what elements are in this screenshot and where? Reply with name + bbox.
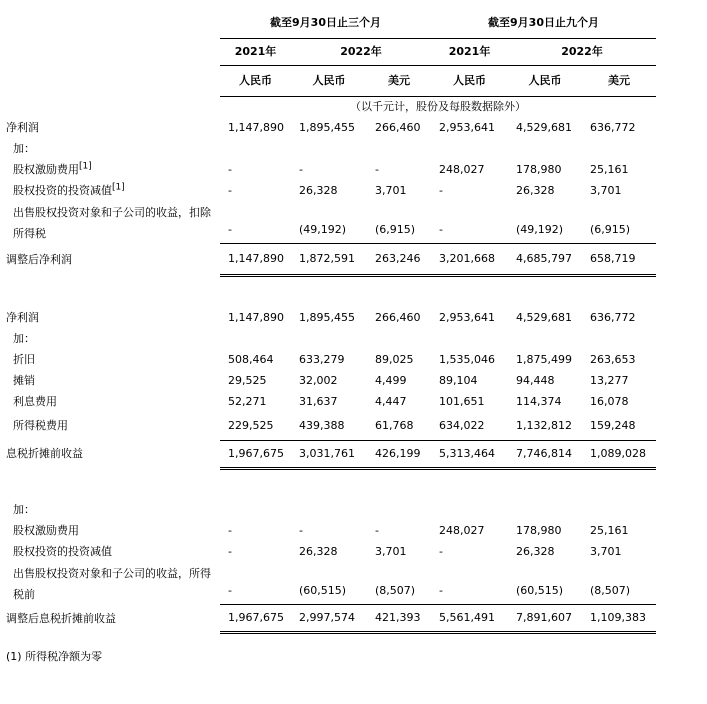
cell: 2,997,574	[291, 605, 367, 633]
row-label: 调整后净利润	[6, 252, 72, 266]
cell: 1,967,675	[220, 440, 291, 468]
cell: (6,915)	[582, 202, 656, 244]
table-row	[4, 349, 656, 370]
cell: 3,701	[375, 545, 407, 558]
cell: 229,525	[220, 412, 291, 440]
units-note: （以千元计，股份及每股数据除外）	[350, 100, 527, 114]
table-row	[4, 118, 656, 139]
cell: 4,499	[375, 373, 407, 387]
row-label: 利息费用	[13, 394, 57, 408]
table-row	[4, 370, 656, 391]
cell: 7,746,814	[508, 440, 582, 468]
cell: 61,768	[367, 412, 431, 440]
cell: 1,132,812	[508, 412, 582, 440]
cell: 5,561,491	[431, 605, 508, 633]
cell: -	[375, 524, 379, 537]
cell: 1,535,046	[439, 352, 495, 366]
cell: -	[375, 163, 379, 176]
cell: (60,515)	[291, 563, 367, 605]
cell: -	[228, 163, 232, 176]
cell: 3,701	[590, 545, 622, 558]
cell: 114,374	[516, 394, 562, 408]
cell: 636,772	[590, 310, 636, 324]
cell: -	[228, 524, 232, 537]
table-row	[4, 244, 656, 276]
header-year-2022: 2022年	[508, 39, 656, 66]
cell: -	[431, 202, 508, 244]
cell: 266,460	[375, 121, 421, 134]
table-row	[4, 521, 656, 542]
cell: 266,460	[375, 310, 421, 324]
table-row	[4, 160, 656, 181]
row-label: 加：	[13, 331, 35, 345]
cell: 1,872,591	[291, 244, 367, 276]
cell: 52,271	[228, 394, 267, 408]
cell: -	[431, 563, 508, 605]
cell: 1,109,383	[582, 605, 656, 633]
cell: 4,685,797	[508, 244, 582, 276]
cell: 5,313,464	[431, 440, 508, 468]
cell: (49,192)	[508, 202, 582, 244]
header-currency-usd: 美元	[582, 66, 656, 97]
table-row	[4, 563, 656, 605]
cell: 101,651	[439, 394, 485, 408]
cell: -	[439, 545, 443, 558]
cell: 25,161	[590, 524, 629, 537]
cell: -	[299, 163, 303, 176]
table-row	[4, 307, 656, 328]
cell: 26,328	[299, 545, 338, 558]
cell: 2,953,641	[439, 121, 495, 134]
cell: 248,027	[439, 163, 485, 176]
cell: 658,719	[582, 244, 656, 276]
cell: (60,515)	[508, 563, 582, 605]
cell: 1,967,675	[220, 605, 291, 633]
cell: 263,246	[367, 244, 431, 276]
row-label: 股权投资的投资减值	[13, 545, 112, 558]
cell: 3,701	[590, 184, 622, 197]
cell: 508,464	[228, 352, 274, 366]
cell: 421,393	[367, 605, 431, 633]
table-row	[4, 440, 656, 468]
table-row	[4, 542, 656, 563]
cell: 1,875,499	[516, 352, 572, 366]
row-label: 加：	[13, 142, 35, 155]
cell: -	[220, 202, 291, 244]
cell: 16,078	[590, 394, 629, 408]
cell: 32,002	[299, 373, 338, 387]
row-label: 股权激励费用	[13, 524, 79, 537]
cell: 29,525	[228, 373, 267, 387]
header-currency-rmb: 人民币	[431, 66, 508, 97]
cell: -	[228, 545, 232, 558]
reconciliation-table	[4, 8, 656, 634]
cell: 263,653	[590, 352, 636, 366]
cell: -	[228, 184, 232, 197]
cell: -	[220, 563, 291, 605]
cell: 1,147,890	[228, 121, 284, 134]
cell: (6,915)	[367, 202, 431, 244]
table-row	[4, 391, 656, 412]
cell: 25,161	[590, 163, 629, 176]
footnote: (1) 所得税净额为零	[6, 650, 103, 663]
row-label: 出售股权投资对象和子公司的收益，所得税前	[13, 566, 211, 601]
header-year-2022: 2022年	[291, 39, 431, 66]
cell: 89,025	[375, 352, 414, 366]
cell: 1,895,455	[299, 121, 355, 134]
cell: 26,328	[299, 184, 338, 197]
row-label: 摊销	[13, 373, 35, 387]
header-three-months: 截至9月30日止三个月	[220, 8, 431, 39]
cell: 633,279	[299, 352, 345, 366]
header-currency-rmb: 人民币	[508, 66, 582, 97]
header-currency-rmb: 人民币	[220, 66, 291, 97]
cell: 3,201,668	[431, 244, 508, 276]
row-label: 净利润	[6, 121, 39, 134]
header-year-2021: 2021年	[220, 39, 291, 66]
cell: 178,980	[516, 524, 562, 537]
cell: -	[299, 524, 303, 537]
cell: 26,328	[516, 545, 555, 558]
cell: 3,031,761	[291, 440, 367, 468]
row-label: 加：	[13, 503, 35, 516]
header-year-2021: 2021年	[431, 39, 508, 66]
cell: (49,192)	[291, 202, 367, 244]
cell: 248,027	[439, 524, 485, 537]
row-label: 净利润	[6, 310, 39, 324]
cell: 4,529,681	[516, 310, 572, 324]
cell: 4,529,681	[516, 121, 572, 134]
cell: (8,507)	[367, 563, 431, 605]
cell: 7,891,607	[508, 605, 582, 633]
table-row	[4, 181, 656, 202]
cell: 1,147,890	[228, 310, 284, 324]
cell: -	[439, 184, 443, 197]
table-row	[4, 412, 656, 440]
cell: 89,104	[439, 373, 478, 387]
cell: 636,772	[590, 121, 636, 134]
header-currency-usd: 美元	[367, 66, 431, 97]
row-label: 股权投资的投资减值[1]	[13, 182, 125, 197]
cell: 426,199	[367, 440, 431, 468]
cell: 159,248	[582, 412, 656, 440]
cell: 3,701	[375, 184, 407, 197]
cell: 94,448	[516, 373, 555, 387]
cell: 31,637	[299, 394, 338, 408]
cell: 13,277	[590, 373, 629, 387]
table-row	[4, 605, 656, 633]
cell: 2,953,641	[439, 310, 495, 324]
row-label: 出售股权投资对象和子公司的收益，扣除所得税	[13, 205, 211, 240]
cell: 4,447	[375, 394, 407, 408]
cell: 178,980	[516, 163, 562, 176]
cell: 1,147,890	[220, 244, 291, 276]
cell: 634,022	[431, 412, 508, 440]
row-label: 股权激励费用[1]	[13, 161, 92, 176]
header-currency-rmb: 人民币	[291, 66, 367, 97]
row-label: 所得税费用	[13, 419, 68, 432]
cell: 1,895,455	[299, 310, 355, 324]
row-label: 折旧	[13, 352, 35, 366]
cell: (8,507)	[582, 563, 656, 605]
cell: 1,089,028	[582, 440, 656, 468]
header-nine-months: 截至9月30日止九个月	[431, 8, 656, 39]
row-label: 息税折摊前收益	[6, 447, 83, 460]
cell: 26,328	[516, 184, 555, 197]
row-label: 调整后息税折摊前收益	[6, 611, 116, 625]
table-row	[4, 202, 656, 244]
cell: 439,388	[291, 412, 367, 440]
